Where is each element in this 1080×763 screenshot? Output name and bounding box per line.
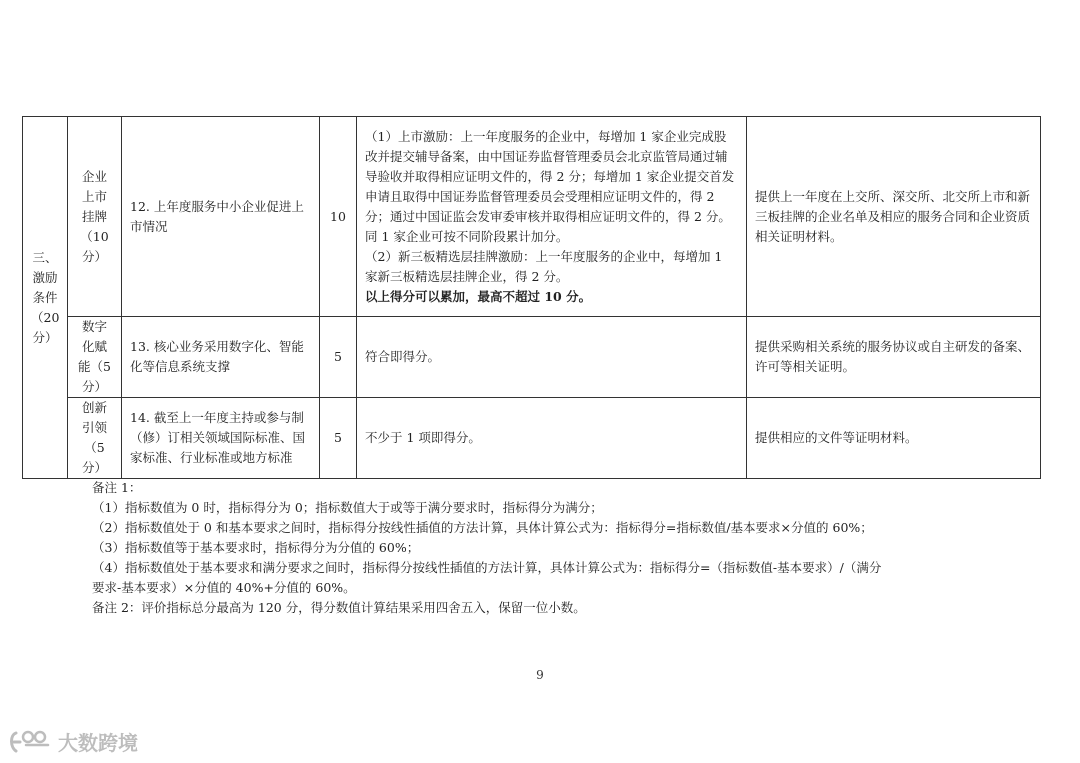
scoring-table (22, 116, 1041, 479)
indicator-cell: 14. 截至上一年度主持或参与制（修）订相关领域国际标准、国家标准、行业标准或地方标准 (122, 398, 320, 479)
watermark-logo-icon (8, 729, 54, 755)
watermark (8, 727, 138, 756)
note-item: （3）指标数值等于基本要求时，指标得分为分值的 60%； (92, 540, 420, 555)
indicator-cell: 13. 核心业务采用数字化、智能化等信息系统支撑 (122, 317, 320, 398)
criteria-cell: 不少于 1 项即得分。 (357, 398, 747, 479)
materials-cell: 提供采购相关系统的服务协议或自主研发的备案、许可等相关证明。 (747, 317, 1041, 398)
watermark-text: 大数跨境 (58, 731, 138, 755)
table-row (23, 317, 1041, 398)
subcategory-cell: 数字化赋能（5分） (68, 317, 122, 398)
criteria-text: （2）新三板精选层挂牌激励：上一年度服务的企业中，每增加 1 家新三板精选层挂牌企业，得 2 分。 (365, 248, 723, 284)
note-item: （1）指标数值为 0 时，指标得分为 0；指标数值大于或等于满分要求时，指标得分为满分； (92, 500, 603, 515)
indicator-cell: 12. 上年度服务中小企业促进上市情况 (122, 117, 320, 317)
table-row (23, 117, 1041, 317)
notes-section (92, 478, 992, 618)
note-item: （2）指标数值处于 0 和基本要求之间时，指标得分按线性插值的方法计算，具体计算公式为：指标得分=指标数值/基本要求×分值的 60%； (92, 520, 873, 535)
note-item: （4）指标数值处于基本要求和满分要求之间时，指标得分按线性插值的方法计算，具体计算公式为：指标得分=（指标数值-基本要求）/（满分 (92, 560, 882, 575)
note-item: 备注 2：评价指标总分最高为 120 分，得分数值计算结果采用四舍五入，保留一位小数。 (92, 600, 586, 615)
table-row (23, 398, 1041, 479)
score-cell: 5 (320, 317, 357, 398)
criteria-cell: 符合即得分。 (357, 317, 747, 398)
page-number: 9 (536, 668, 544, 682)
criteria-text: （1）上市激励：上一年度服务的企业中，每增加 1 家企业完成股改并提交辅导备案，由中国证券监督管理委员会北京监管局通过辅导验收并取得相应证明文件的，得 2 分；每增加 1 家企业提交首发申请且取得中国证券监督管理委员会受理相应证明文件的，得 2 分；通过中国证监会发审委审核并取得相应证明文件的，得 2 分。同 1 家企业可按不同阶段累计加分。 (365, 128, 735, 244)
subcategory-cell: 企业上市挂牌（10分） (68, 117, 122, 317)
score-cell: 10 (320, 117, 357, 317)
category-cell: 三、激励条件（20分） (23, 117, 68, 479)
criteria-cell (357, 117, 747, 317)
materials-cell: 提供相应的文件等证明材料。 (747, 398, 1041, 479)
score-cell: 5 (320, 398, 357, 479)
criteria-cap-text: 以上得分可以累加，最高不超过 10 分。 (365, 288, 592, 304)
materials-cell: 提供上一年度在上交所、深交所、北交所上市和新三板挂牌的企业名单及相应的服务合同和企业资质相关证明材料。 (747, 117, 1041, 317)
subcategory-cell: 创新引领（5分） (68, 398, 122, 479)
note-item-continued: 要求-基本要求）×分值的 40%+分值的 60%。 (92, 580, 356, 595)
note-title: 备注 1： (92, 480, 142, 495)
